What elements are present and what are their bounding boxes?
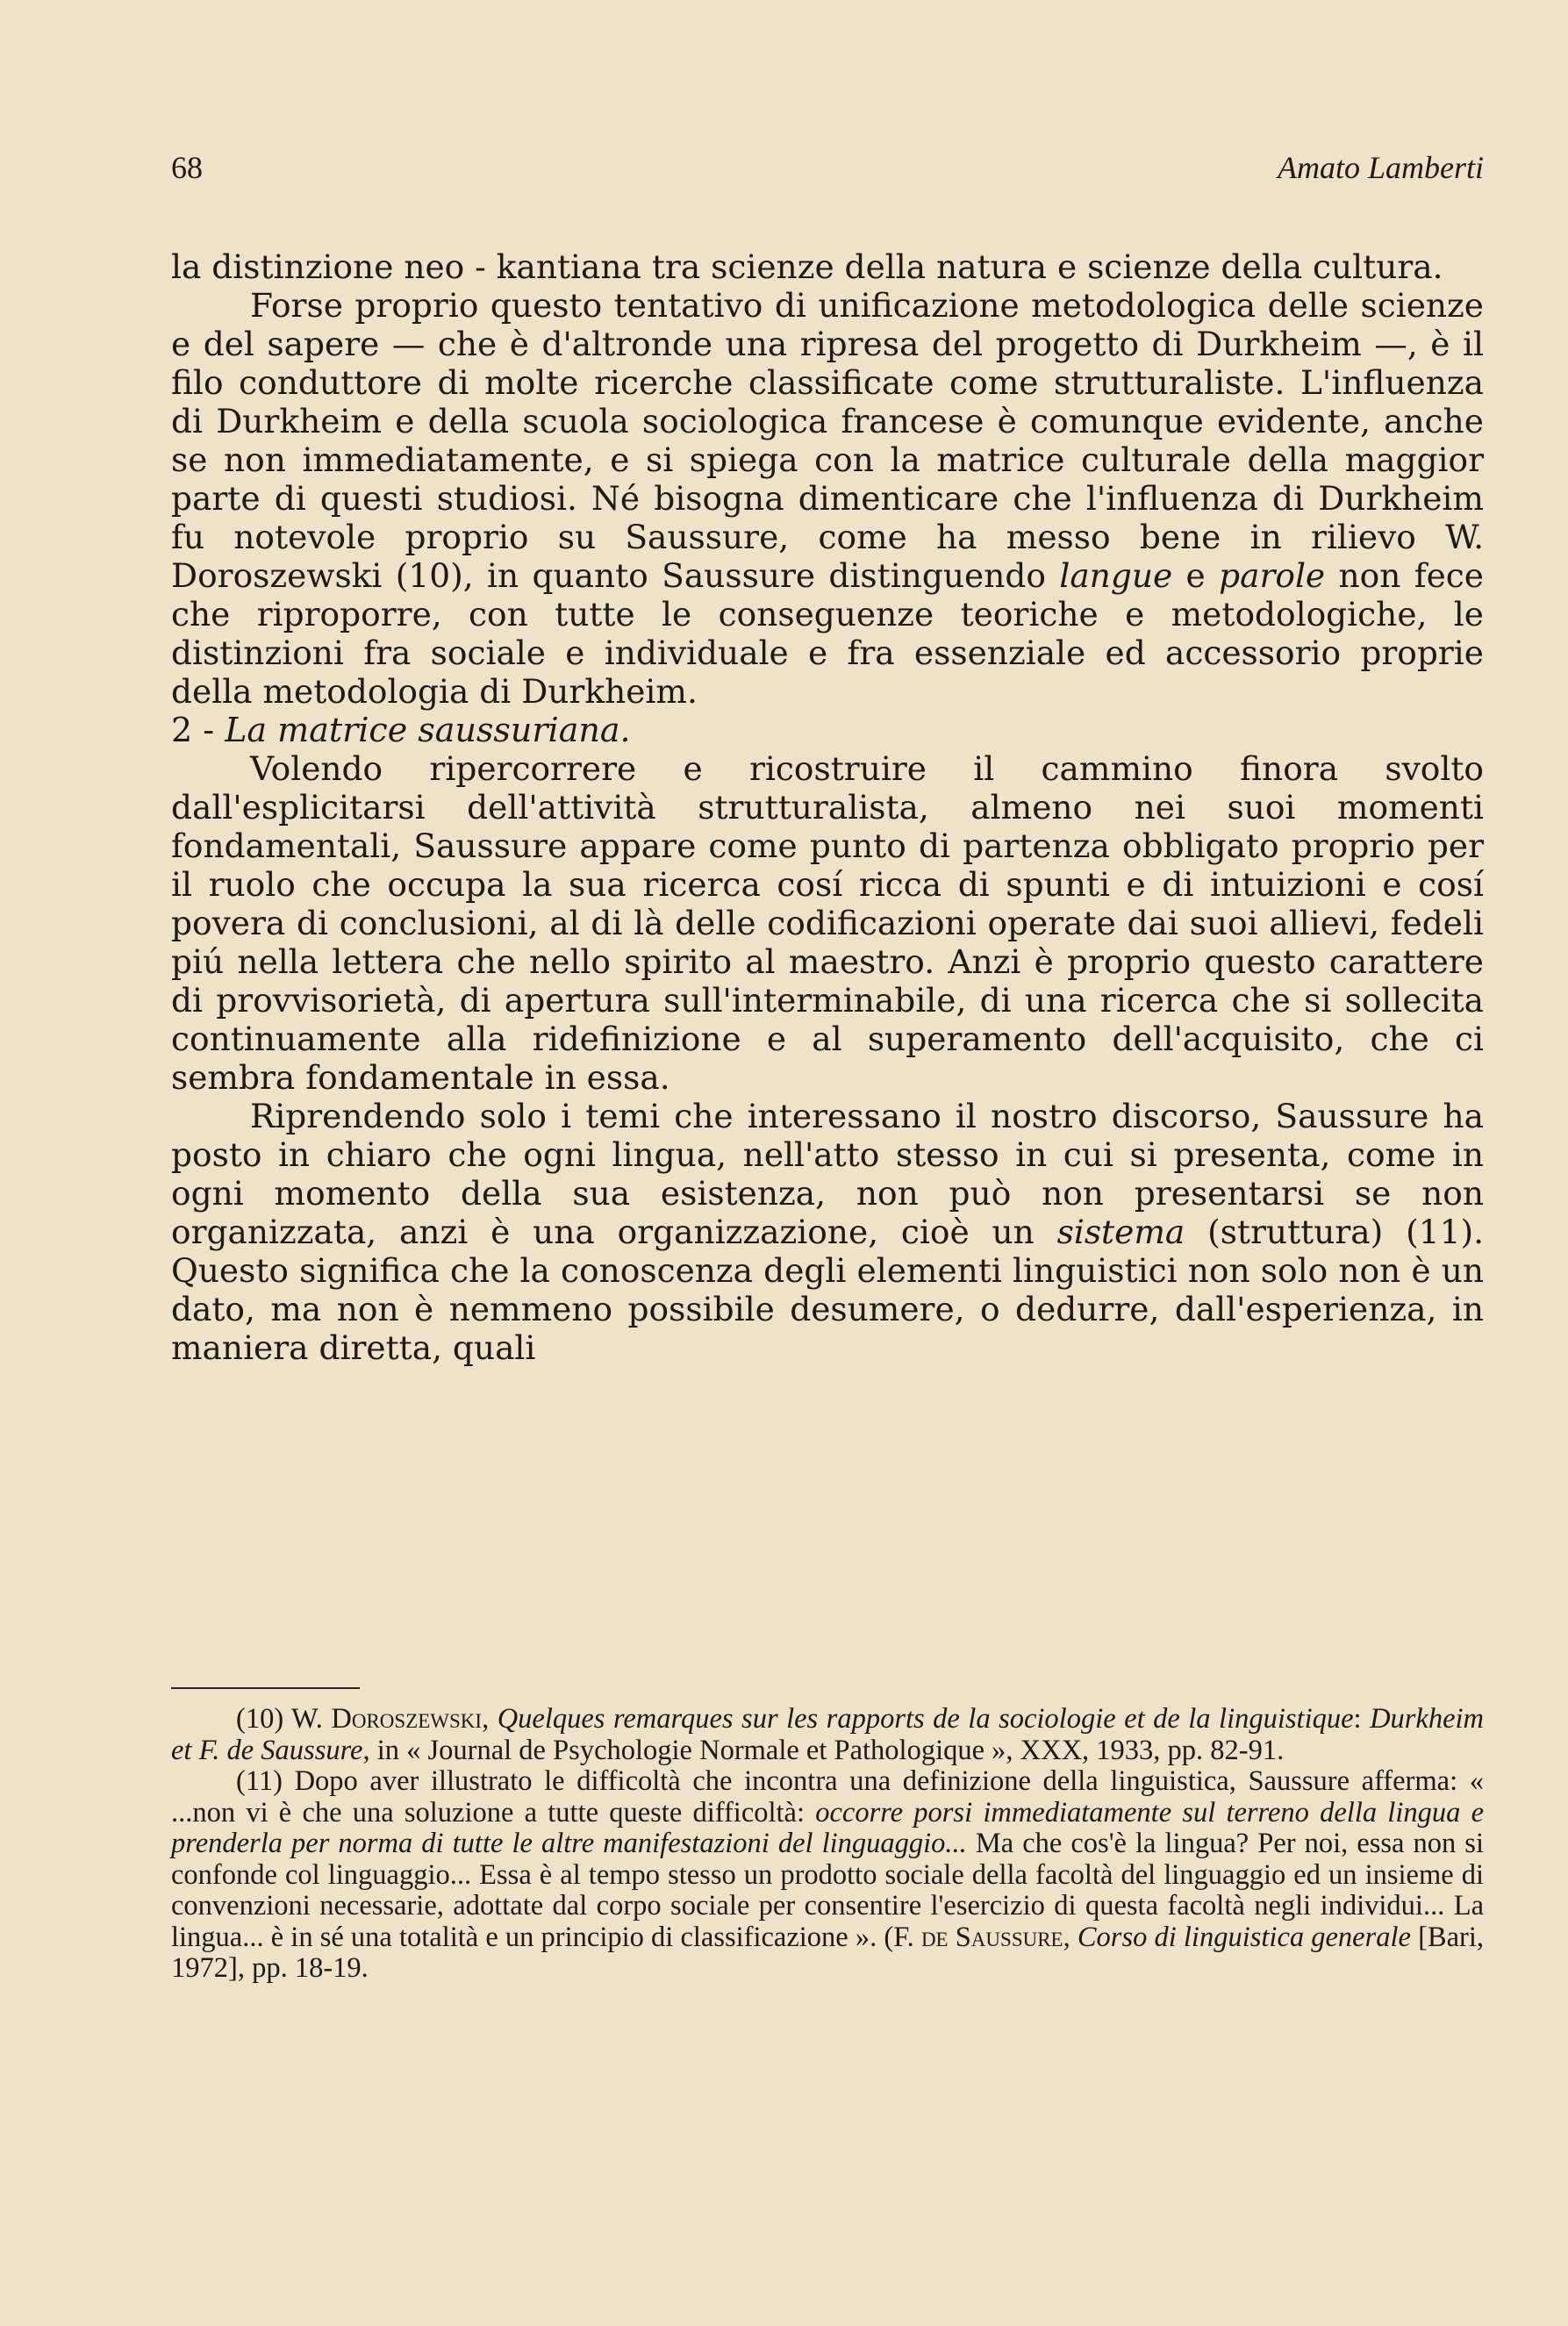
fn10-subtitle: Durkheim et F. de Saussure (171, 1703, 1485, 1766)
fn10-sep: : (1353, 1703, 1371, 1735)
term-sistema: sistema (1056, 1213, 1185, 1251)
fn10-rest: , in « Journal de Psychologie Normale et Pathologique », XXX, 1933, pp. 82-91. (362, 1734, 1285, 1766)
fn11-text-b: Ma che cos'è la lingua? Per noi, essa non si confonde col linguaggio... Essa è al tempo stesso un prodotto sociale della facoltà del linguaggio ed un insieme di convenzioni necessarie, adottate dal corpo sociale per consentire l'esercizio di questa facoltà negli individui... La lingua... è in sé una totalità e un principio di classificazione ». (F. (171, 1828, 1484, 1953)
running-author: Amato Lamberti (1277, 150, 1484, 185)
p2-text-b: e (1172, 556, 1220, 595)
fn11-author: de Saussure (920, 1921, 1063, 1953)
term-parole: parole (1219, 556, 1326, 595)
fn10-title: Quelques remarques sur les rapports de la sociologie et de la linguistique (497, 1703, 1354, 1735)
footnote-11 (171, 1766, 1484, 1985)
section-number: 2 - (171, 711, 226, 749)
p4-text-a: Riprendendo solo i temi che interessano il nostro discorso, Saussure ha posto in chiaro che ogni lingua, nell'atto stesso in cui si presenta, come in ogni momento della sua esistenza, non può non presentarsi se non organizzata, anzi è una organizzazione, cioè un (171, 1097, 1484, 1251)
p2-text-c: non fece che riproporre, con tutte le conseguenze teoriche e metodologiche, le distinzioni fra sociale e individuale e fra essenziale ed accessorio proprie della metodologia di Durkheim. (171, 556, 1484, 711)
section-heading (171, 711, 1484, 749)
footnote-rule (171, 1687, 360, 1689)
term-langue: langue (1059, 556, 1173, 595)
fn10-author: Doroszewski (331, 1703, 483, 1735)
footnote-10: (10) W. Doroszewski, Quelques remarques sur les rapports de la sociologie et de la linguistique: Durkheim et F. de Saussure, in « Journal de Psychologie Normale et Pathologique », XXX, 1933, pp. 82-91. (171, 1703, 1485, 1766)
fn11-text-a: (11) Dopo aver illustrato le difficoltà che incontra una definizione della linguistica, Saussure afferma: « ...non vi è che una soluzione a tutte queste difficoltà: (171, 1765, 1484, 1829)
fn11-sep: , (1063, 1921, 1078, 1953)
paragraph-2 (171, 286, 1484, 711)
paragraph-4 (171, 1097, 1484, 1367)
page-number: 68 (171, 150, 203, 185)
p2-text-a: Forse proprio questo tentativo di unificazione metodologica delle scienze e del sapere — che è d'altronde una ripresa del progetto di Durkheim —, è il filo conduttore di molte ricerche classificate come strutturaliste. L'influenza di Durkheim e della scuola sociologica francese è comunque evidente, anche se non immediatamente, e si spiega con la matrice culturale della maggior parte di questi studiosi. Né bisogna dimenticare che l'influenza di Durkheim fu notevole proprio su Saussure, come ha messo bene in rilievo W. Doroszewski (10), in quanto Saussure distinguendo (171, 286, 1484, 595)
running-header (171, 149, 1484, 193)
fn11-text-c: [Bari, 1972], pp. 18-19. (171, 1921, 1484, 1984)
section-title: La matrice saussuriana. (225, 711, 631, 749)
paragraph-3: Volendo ripercorrere e ricostruire il cammino finora svolto dall'esplicitarsi dell'attività strutturalista, almeno nei suoi momenti fondamentali, Saussure appare come punto di partenza obbligato proprio per il ruolo che occupa la sua ricerca cosí ricca di spunti e di intuizioni e cosí povera di conclusioni, al di là delle codificazioni operate dai suoi allievi, fedeli piú nella lettera che nello spirito al maestro. Anzi è proprio questo carattere di provvisorietà, di apertura sull'interminabile, di una ricerca che si sollecita continuamente alla ridefinizione e al superamento dell'acquisito, che ci sembra fondamentale in essa. (171, 749, 1484, 1097)
footnotes (171, 1704, 1484, 1985)
fn11-quote-italic: occorre porsi immediatamente sul terreno della lingua e prenderla per norma di tutte le altre manifestazioni del linguaggio... (171, 1796, 1484, 1859)
paragraph-1: la distinzione neo - kantiana tra scienze della natura e scienze della cultura. (171, 247, 1443, 286)
fn10-num: (10) W. (236, 1703, 332, 1735)
fn11-book-title: Corso di linguistica generale (1077, 1921, 1411, 1953)
p4-text-b: (struttura) (11). Questo significa che la conoscenza degli elementi linguistici non solo non è un dato, ma non è nemmeno possibile desumere, o dedurre, dall'esperienza, in maniera diretta, quali (171, 1213, 1484, 1367)
body-text (171, 247, 1484, 1367)
